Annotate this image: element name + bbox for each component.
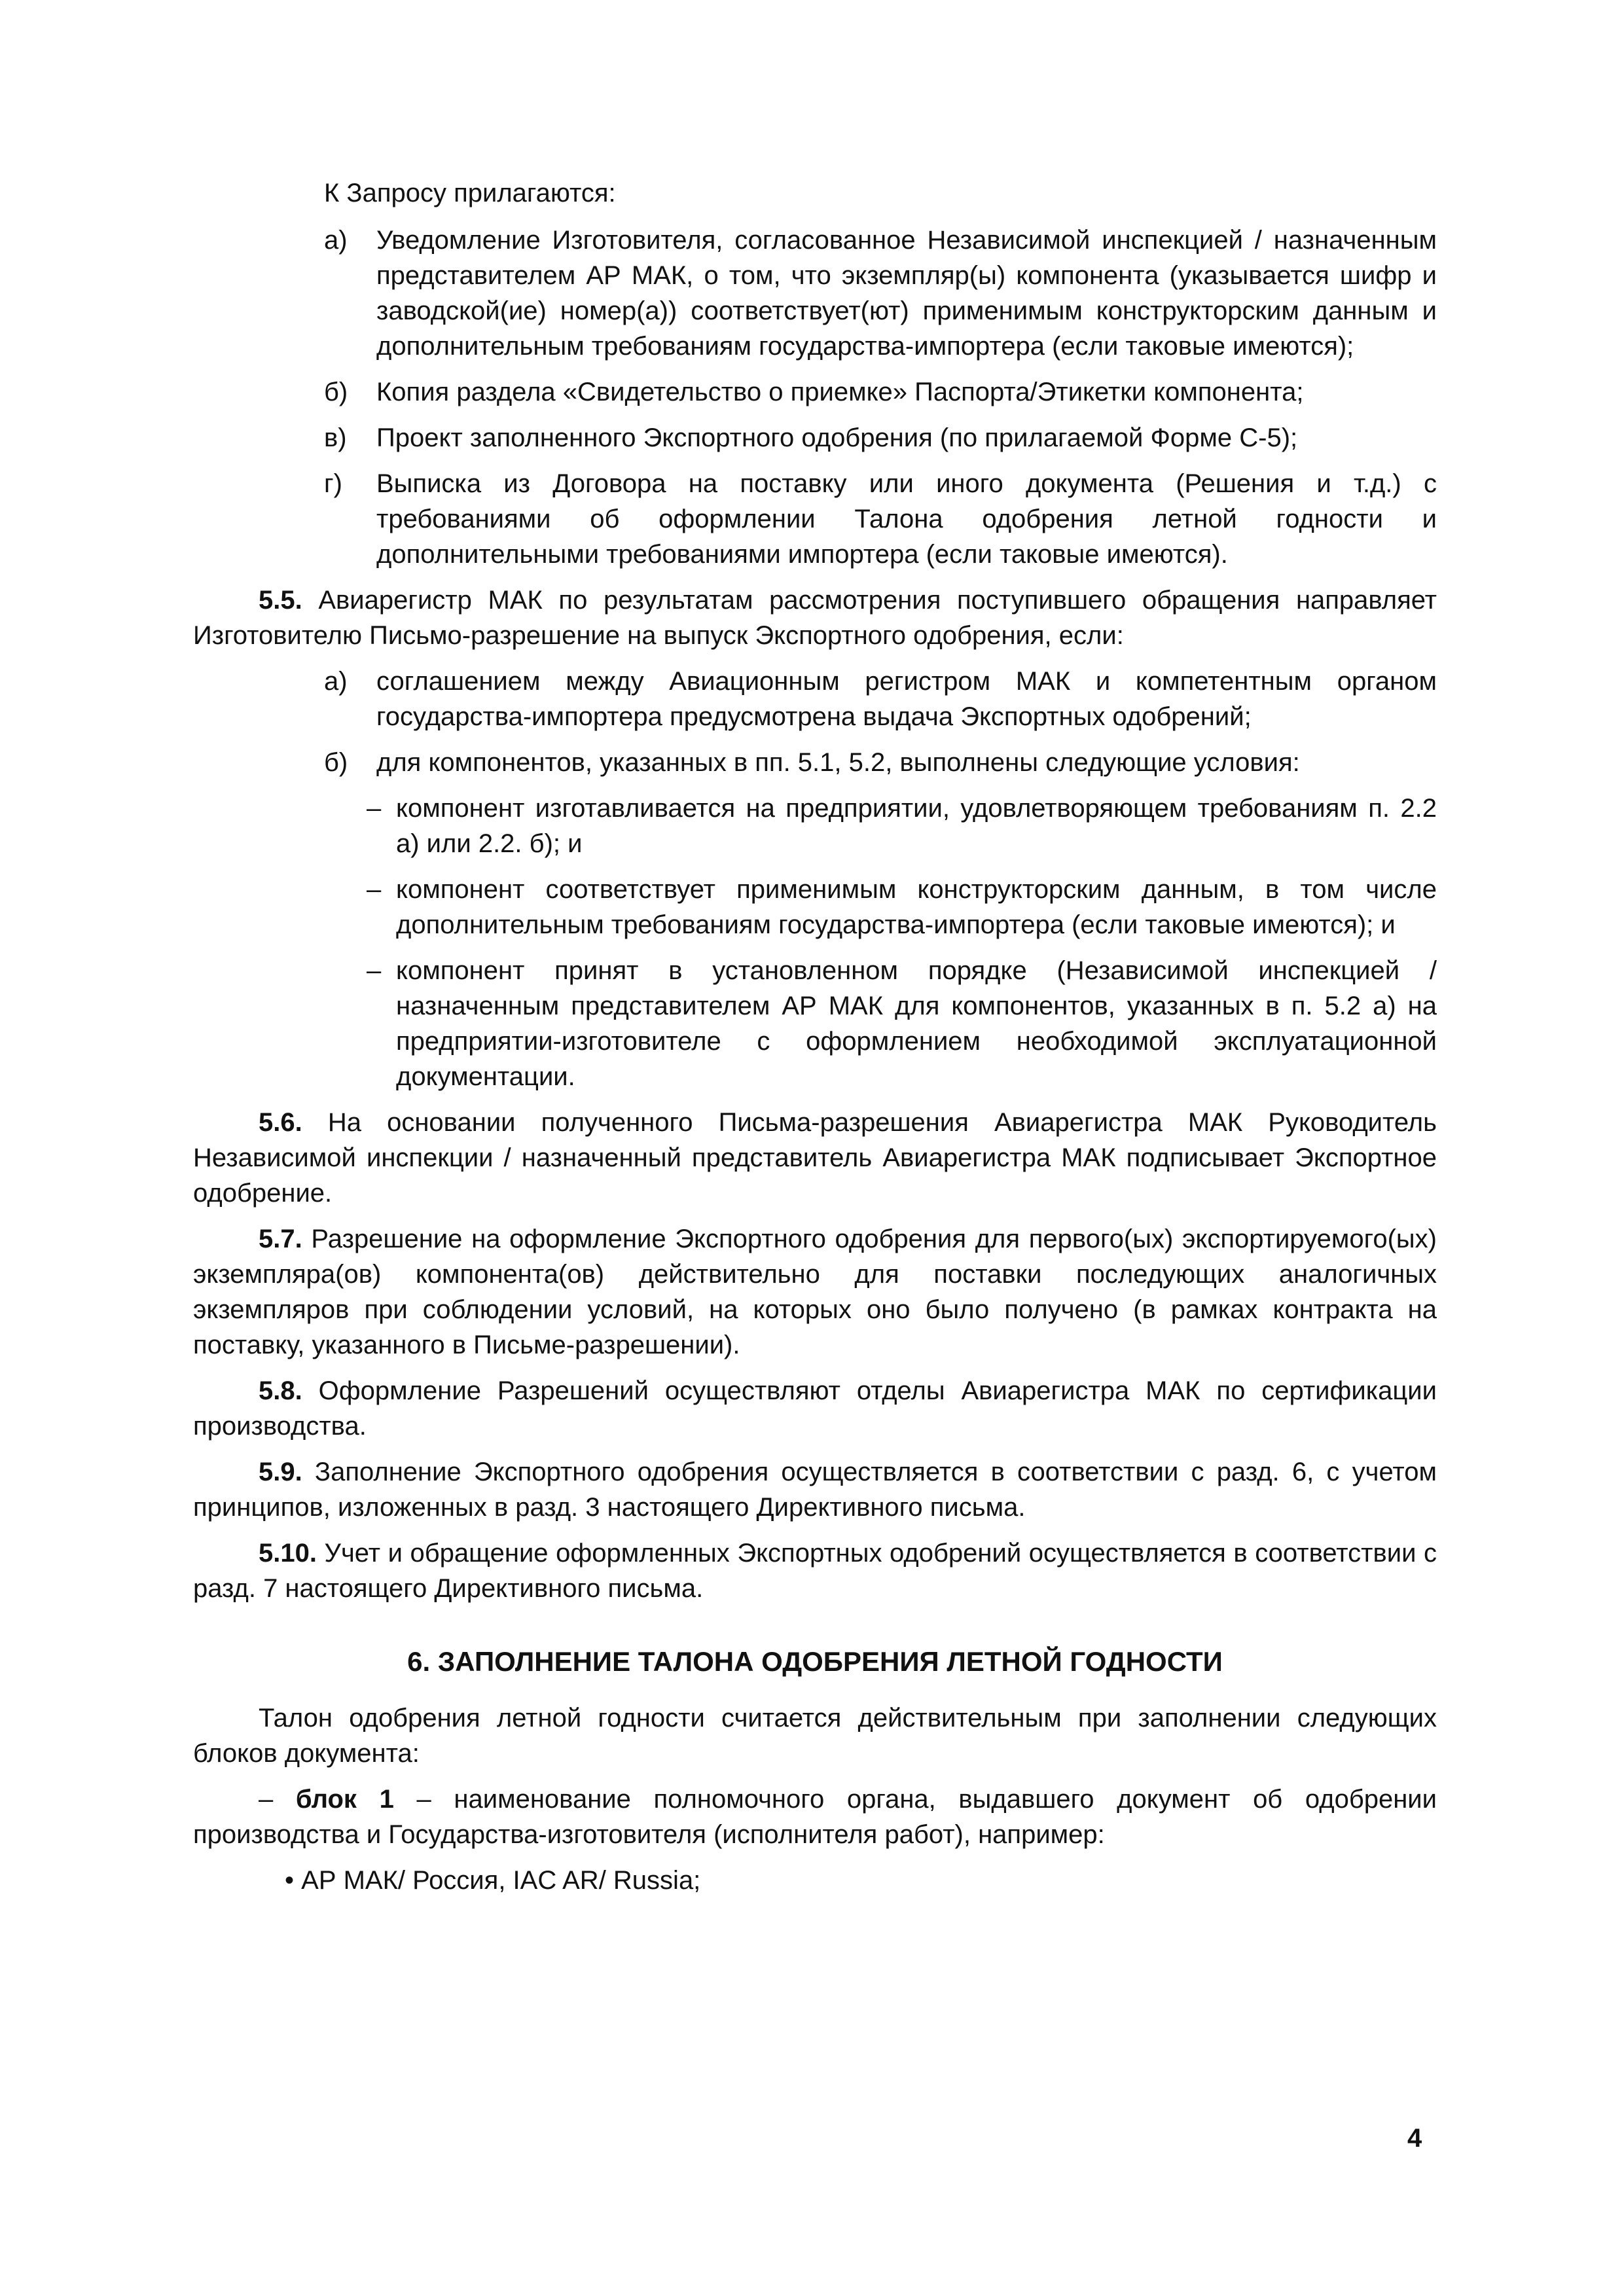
list-item-text: для компонентов, указанных в пп. 5.1, 5.2, выполнены следующие условия: (376, 748, 1300, 777)
list-item (367, 872, 1437, 942)
list-item (324, 420, 1437, 456)
paragraph-text: Оформление Разрешений осуществляют отделы Авиарегистра МАК по сертификации производства. (193, 1376, 1437, 1441)
paragraph-text: Разрешение на оформление Экспортного одобрения для первого(ых) экспортируемого(ых) экземпляра(ов) компонента(ов) действительно для поставки последующих аналогичных экземпляров при соблюдении условий, на которых оно было получено (в рамках контракта на поставку, указанного в Письме-разрешении). (193, 1225, 1437, 1359)
list-item (367, 791, 1437, 861)
page-content (193, 175, 1437, 1898)
section-6-intro: Талон одобрения летной годности считается действительным при заполнении следующих блоков документа: (193, 1704, 1437, 1768)
list-marker: а) (324, 667, 348, 696)
conditions-list (324, 664, 1437, 780)
paragraph-5-6 (193, 1105, 1437, 1211)
list-item (324, 745, 1437, 780)
list-marker: а) (324, 226, 348, 255)
list-item-text: Уведомление Изготовителя, согласованное Независимой инспекцией / назначенным представителем АР МАК, о том, что экземпляр(ы) компонента (указывается шифр и заводской(ие) номер(а)) соответствует(ют) применимым конструкторским данным и дополнительным требованиям государства-импортера (если таковые имеются); (376, 226, 1437, 361)
paragraph-5-9 (193, 1454, 1437, 1525)
list-item (324, 223, 1437, 364)
block-text: – наименование полномочного органа, выдавшего документ об одобрении производства и Государства-изготовителя (исполнителя работ), например: (193, 1785, 1437, 1849)
paragraph-text: Авиарегистр МАК по результатам рассмотрения поступившего обращения направляет Изготовителю Письмо-разрешение на выпуск Экспортного одобрения, если: (193, 586, 1437, 650)
paragraph-text: Учет и обращение оформленных Экспортных одобрений осуществляется в соответствии с разд. 7 настоящего Директивного письма. (193, 1539, 1437, 1603)
list-item (324, 466, 1437, 572)
list-item-text: компонент соответствует применимым конструкторским данным, в том числе дополнительным требованиям государства-импортера (если таковые имеются); и (396, 875, 1437, 939)
bullet-icon: • (285, 1866, 295, 1895)
bullet-text: АР МАК/ Россия, IAC AR/ Russia; (301, 1866, 701, 1895)
block-1-description (193, 1782, 1437, 1852)
paragraph-5-7 (193, 1221, 1437, 1363)
component-conditions-sublist (367, 791, 1437, 1094)
dash-marker: – (367, 875, 382, 904)
list-item-text: компонент принят в установленном порядке (Независимой инспекцией / назначенным представителем АР МАК для компонентов, указанных в п. 5.2 а) на предприятии-изготовителе с оформлением необходимой эксплуатационной документации. (396, 956, 1437, 1091)
list-marker: б) (324, 748, 348, 777)
list-item (324, 664, 1437, 734)
paragraph-number: 5.6. (259, 1108, 302, 1137)
list-item-text: соглашением между Авиационным регистром МАК и компетентным органом государства-импортера предусмотрена выдача Экспортных одобрений; (376, 667, 1437, 731)
block-label: блок 1 (295, 1785, 394, 1814)
list-item (367, 953, 1437, 1094)
list-marker: б) (324, 378, 348, 406)
paragraph-number: 5.10. (259, 1539, 317, 1568)
attachments-intro: К Запросу прилагаются: (324, 179, 616, 207)
paragraph-text: Заполнение Экспортного одобрения осуществляется в соответствии с разд. 6, с учетом принципов, изложенных в разд. 3 настоящего Директивного письма. (193, 1458, 1437, 1522)
list-marker: в) (324, 423, 347, 452)
section-6-heading: 6. ЗАПОЛНЕНИЕ ТАЛОНА ОДОБРЕНИЯ ЛЕТНОЙ ГОДНОСТИ (407, 1646, 1223, 1677)
paragraph-5-10 (193, 1535, 1437, 1606)
paragraph-5-8 (193, 1373, 1437, 1444)
paragraph-number: 5.5. (259, 586, 302, 615)
attachments-list (324, 223, 1437, 572)
paragraph-5-5 (193, 583, 1437, 653)
dash-marker: – (367, 956, 382, 985)
paragraph-number: 5.7. (259, 1225, 302, 1253)
list-marker: г) (324, 469, 342, 498)
example-bullet (285, 1863, 1437, 1898)
list-item-text: Проект заполненного Экспортного одобрения (по прилагаемой Форме С-5); (376, 423, 1298, 452)
page-number: 4 (1407, 2124, 1422, 2153)
paragraph-number: 5.9. (259, 1458, 302, 1486)
paragraph-text: На основании полученного Письма-разрешения Авиарегистра МАК Руководитель Независимой инспекции / назначенный представитель Авиарегистра МАК подписывает Экспортное одобрение. (193, 1108, 1437, 1208)
list-item-text: Выписка из Договора на поставку или иного документа (Решения и т.д.) с требованиями об оформлении Талона одобрения летной годности и дополнительными требованиями импортера (если таковые имеются). (376, 469, 1437, 569)
list-item-text: компонент изготавливается на предприятии, удовлетворяющем требованиям п. 2.2 а) или 2.2. б); и (396, 794, 1437, 858)
list-item (324, 374, 1437, 410)
list-item-text: Копия раздела «Свидетельство о приемке» Паспорта/Этикетки компонента; (376, 378, 1304, 406)
dash-marker: – (259, 1785, 274, 1814)
dash-marker: – (367, 794, 382, 823)
paragraph-number: 5.8. (259, 1376, 302, 1405)
